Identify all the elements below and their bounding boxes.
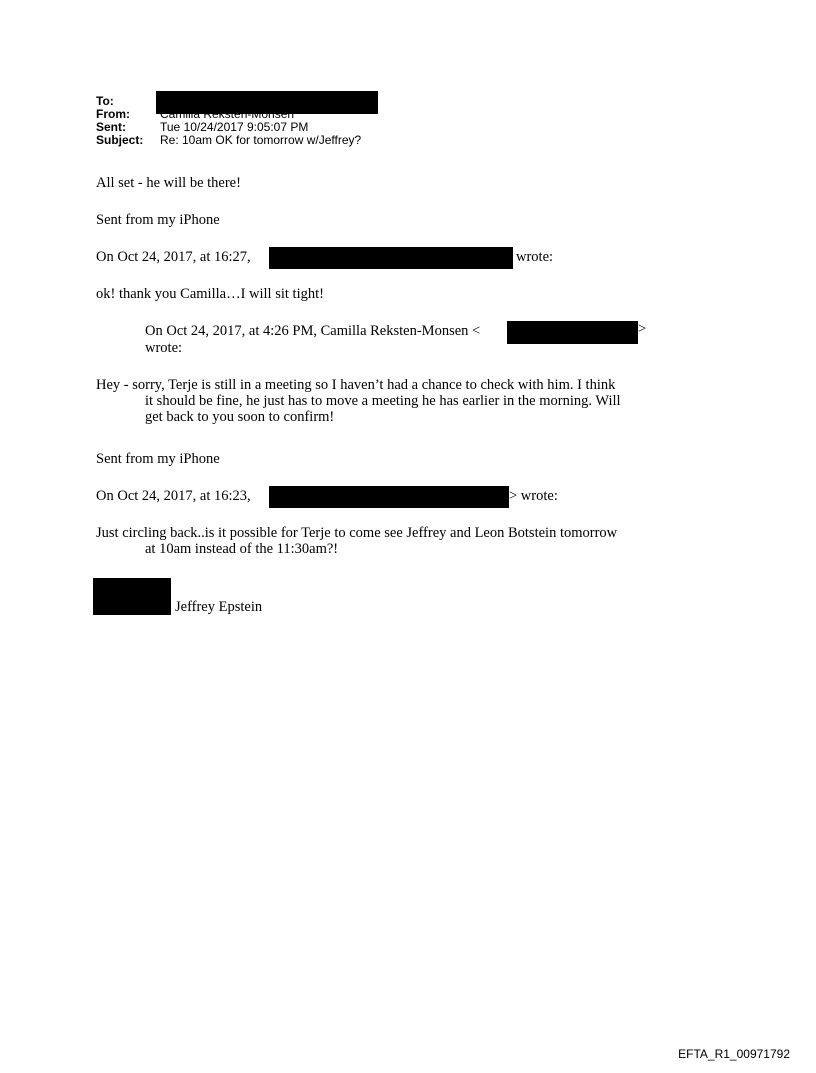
from-value: Camilla Reksten-Monsen	[160, 107, 295, 121]
message-3-body-line3: get back to you soon to confirm!	[145, 409, 335, 425]
message-4-body-line2: at 10am instead of the 11:30am?!	[145, 541, 339, 557]
message-2-body: ok! thank you Camilla…I will sit tight!	[96, 286, 324, 302]
document-id: EFTA_R1_00971792	[678, 1047, 790, 1061]
message-2-intro-prefix: On Oct 24, 2017, at 16:27,	[96, 249, 251, 265]
message-2-intro-suffix: wrote:	[516, 249, 554, 265]
message-4-intro-prefix: On Oct 24, 2017, at 16:23,	[96, 488, 251, 504]
subject-value: Re: 10am OK for tomorrow w/Jeffrey?	[160, 133, 362, 147]
from-label: From:	[96, 107, 130, 121]
message-2-intro	[96, 249, 251, 266]
message-4-signature: Jeffrey Epstein	[175, 599, 263, 615]
message-1-signature: Sent from my iPhone	[96, 212, 220, 228]
redaction-sender-2	[269, 486, 509, 508]
to-label: To:	[96, 94, 114, 108]
sent-label: Sent:	[96, 120, 126, 134]
redaction-sender-1	[269, 247, 513, 269]
message-4-intro-suffix: > wrote:	[509, 488, 558, 504]
message-3-intro-line2: wrote:	[145, 340, 183, 356]
subject-label: Subject:	[96, 133, 144, 147]
message-3-body	[96, 377, 696, 425]
message-3-body-line1: Hey - sorry, Terje is still in a meeting so I haven’t had a chance to check with him. I think	[96, 377, 616, 393]
message-1-body: All set - he will be there!	[96, 175, 241, 191]
email-header	[96, 95, 361, 147]
message-4-body-line1: Just circling back..is it possible for Terje to come see Jeffrey and Leon Botstein tomorrow	[96, 525, 618, 541]
header-subject-row	[96, 134, 361, 147]
message-3-body-line2: it should be fine, he just has to move a meeting he has earlier in the morning. Will	[145, 393, 621, 409]
message-3-intro-close: >	[638, 321, 647, 337]
message-3-intro-line1: On Oct 24, 2017, at 4:26 PM, Camilla Reksten-Monsen <	[145, 323, 481, 339]
redaction-camilla-email	[507, 321, 638, 344]
message-4-body	[96, 525, 696, 557]
sent-value: Tue 10/24/2017 9:05:07 PM	[160, 120, 309, 134]
message-3-signature: Sent from my iPhone	[96, 451, 220, 467]
redaction-signature	[93, 578, 171, 615]
